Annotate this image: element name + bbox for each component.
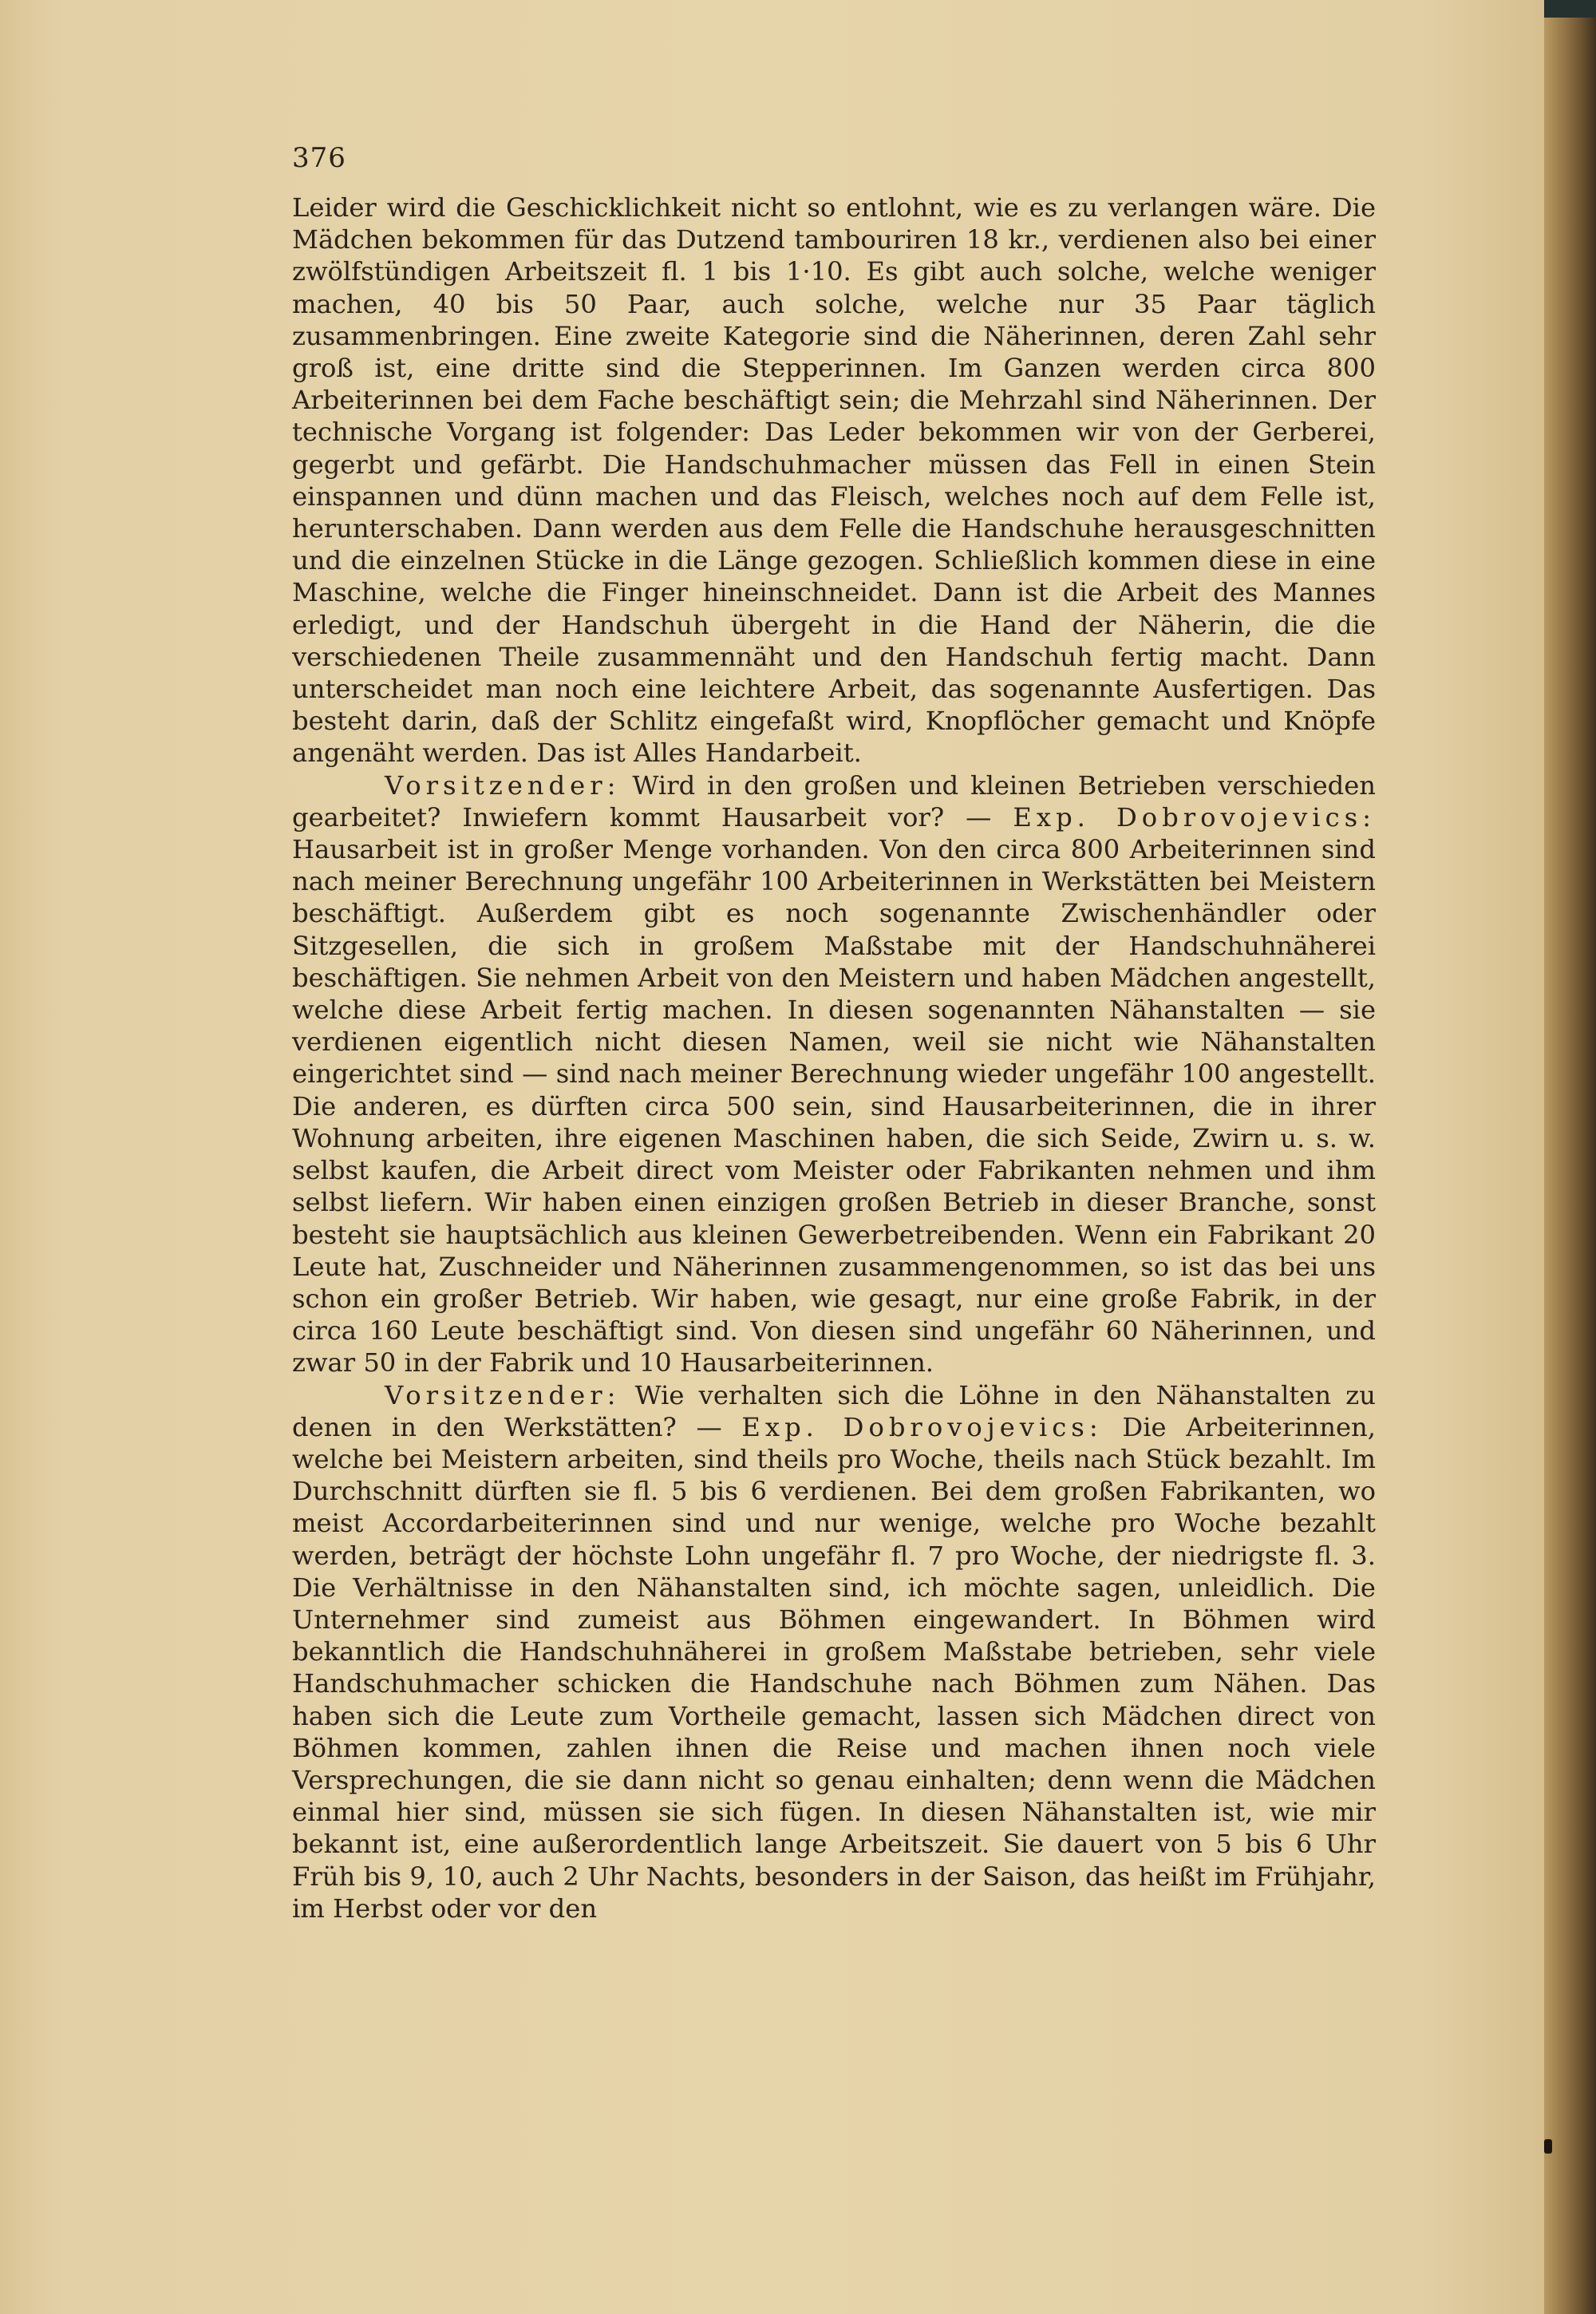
paragraph-2 <box>292 769 1376 1379</box>
answer-text: Die Arbeiterinnen, welche bei Meistern arbeiten, sind theils pro Woche, theils nach Stück bezahlt. Im Durchschnitt dürften sie fl. 5 bis 6 verdienen. Bei dem großen Fabrikanten, wo meist Accordarbeiterinnen sind und nur wenige, welche pro Woche bezahlt werden, beträgt der höchste Lohn ungefähr fl. 7 pro Woche, der niedrigste fl. 3. Die Verhältnisse in den Nähanstalten sind, ich möchte sagen, unleidlich. Die Unternehmer sind zumeist aus Böhmen eingewandert. In Böhmen wird bekanntlich die Handschuhnäherei in großem Maßstabe betrieben, sehr viele Handschuhmacher schicken die Handschuhe nach Böhmen zum Nähen. Das haben sich die Leute zum Vortheile gemacht, lassen sich Mädchen direct von Böhmen kommen, zahlen ihnen die Reise und machen ihnen noch viele Versprechungen, die sie dann nicht so genau einhalten; denn wenn die Mädchen einmal hier sind, müssen sie sich fügen. In diesen Nähanstalten ist, wie mir bekannt ist, eine außerordentlich lange Arbeitszeit. Sie dauert von 5 bis 6 Uhr Früh bis 9, 10, auch 2 Uhr Nachts, besonders in der Saison, das heißt im Frühjahr, im Herbst oder vor den <box>292 1411 1377 1924</box>
book-edge-top <box>1544 0 1596 18</box>
edge-mark <box>1544 2139 1552 2154</box>
expert-label: Exp. Dobrovojevics: <box>1013 801 1376 833</box>
paragraph-3 <box>292 1379 1376 1924</box>
paragraph-1: Leider wird die Geschicklichkeit nicht so entlohnt, wie es zu verlangen wäre. Die Mädchen bekommen für das Dutzend tambouriren 18 kr., verdienen also bei einer zwölfstündigen Arbeitszeit fl. 1 bis 1·10. Es gibt auch solche, welche weniger machen, 40 bis 50 Paar, auch solche, welche nur 35 Paar täglich zusammenbringen. Eine zweite Kategorie sind die Näherinnen, deren Zahl sehr groß ist, eine dritte sind die Stepperinnen. Im Ganzen werden circa 800 Arbeiterinnen bei dem Fache beschäftigt sein; die Mehrzahl sind Näherinnen. Der technische Vorgang ist folgender: Das Leder bekommen wir von der Gerberei, gegerbt und gefärbt. Die Handschuhmacher müssen das Fell in einen Stein einspannen und dünn machen und das Fleisch, welches noch auf dem Felle ist, herunterschaben. Dann werden aus dem Felle die Handschuhe herausgeschnitten und die einzelnen Stücke in die Länge gezogen. Schließlich kommen diese in eine Maschine, welche die Finger hineinschneidet. Dann ist die Arbeit des Mannes erledigt, und der Handschuh übergeht in die Hand der Näherin, die die verschiedenen Theile zusammennäht und den Handschuh fertig macht. Dann unterscheidet man noch eine leichtere Arbeit, das sogenannte Ausfertigen. Das besteht darin, daß der Schlitz eingefaßt wird, Knopflöcher gemacht und Knöpfe angenäht werden. Das ist Alles Handarbeit. <box>292 192 1376 769</box>
speaker-label: Vorsitzender: <box>385 769 621 801</box>
question-text: Wie verhalten sich die Löhne in den Nähanstalten zu denen in den Werkstätten? — <box>292 1379 1376 1442</box>
question-text: Wird in den großen und kleinen Betrieben verschieden gearbeitet? Inwiefern kommt Hausarbeit vor? — <box>292 769 1376 833</box>
page-number: 376 <box>292 142 346 174</box>
book-spine <box>1544 0 1596 2314</box>
answer-text: Hausarbeit ist in großer Menge vorhanden. Von den circa 800 Arbeiterinnen sind nach meiner Berechnung ungefähr 100 Arbeiterinnen in Werkstätten bei Meistern beschäftigt. Außerdem gibt es noch sogenannte Zwischenhändler oder Sitzgesellen, die sich in großem Maßstabe mit der Handschuhnäherei beschäftigen. Sie nehmen Arbeit von den Meistern und haben Mädchen angestellt, welche diese Arbeit fertig machen. In diesen sogenannten Nähanstalten — sie verdienen eigentlich nicht diesen Namen, weil sie nicht wie Nähanstalten eingerichtet sind — sind nach meiner Berechnung wieder ungefähr 100 angestellt. Die anderen, es dürften circa 500 sein, sind Hausarbeiterinnen, die in ihrer Wohnung arbeiten, ihre eigenen Maschinen haben, die sich Seide, Zwirn u. s. w. selbst kaufen, die Arbeit direct vom Meister oder Fabrikanten nehmen und ihm selbst liefern. Wir haben einen einzigen großen Betrieb in dieser Branche, sonst besteht sie hauptsächlich aus kleinen Gewerbetreibenden. Wenn ein Fabrikant 20 Leute hat, Zuschneider und Näherinnen zusammengenommen, so ist das bei uns schon ein großer Betrieb. Wir haben, wie gesagt, nur eine große Fabrik, in der circa 160 Leute beschäftigt sind. Von diesen sind ungefähr 60 Näherinnen, und zwar 50 in der Fabrik und 10 Hausarbeiterinnen. <box>292 834 1376 1379</box>
speaker-label: Vorsitzender: <box>385 1379 621 1410</box>
expert-label: Exp. Dobrovojevics: <box>741 1411 1103 1442</box>
body-text <box>292 192 1376 1924</box>
